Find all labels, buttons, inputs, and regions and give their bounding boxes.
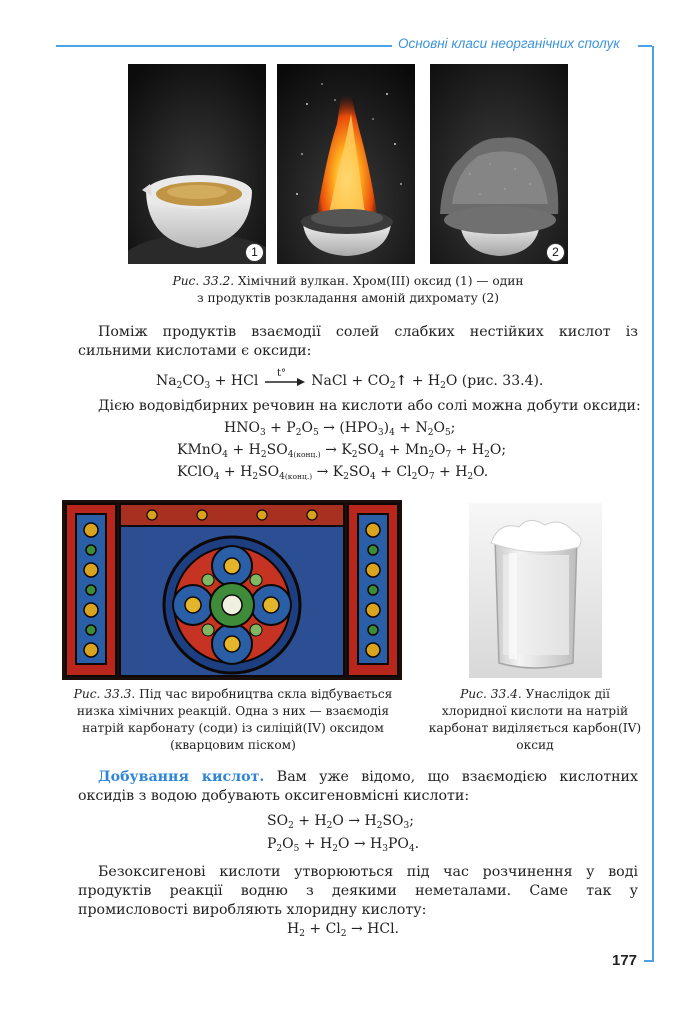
photo-chemical-volcano: [277, 64, 415, 264]
caption-text: Під час виробництва скла відбувається низка хімічних реакцій. Одна з них — взаємодія натрій карбонату (соди) із силіцій(IV) оксидом (кварцовим піском): [76, 687, 393, 752]
paragraph-dehydrating-agents: Дією водовідбирних речовин на кислоти або солі можна добути оксиди:: [98, 398, 641, 414]
running-header: Основні класи неорганічних сполук: [398, 36, 620, 51]
frame-corner-bottom: [644, 960, 654, 962]
equation-kmno4: KMnO$_4$ + $H_2SO_{4(конц.)} \to K_2SO_4 + Mn_2O_7 + H_2O$;: [177, 442, 507, 460]
equation-kclo4: KClO$_4$ + $H_2SO_{4(конц.)} \to K_2SO_4 + Cl_2O_7 + H_2O$.: [177, 464, 489, 482]
svg-text:t°: t°: [276, 368, 286, 379]
header-rule: [56, 45, 392, 47]
caption-text: Унаслідок дії хлоридної кислоти на натрій карбонат виділяється карбон(IV) оксид: [428, 687, 642, 752]
figure-33-3-caption: [56, 686, 410, 754]
page-number: 177: [612, 952, 638, 969]
equation-p2o5: $P_2O_5 + H_2O \to H_3PO_4$.: [267, 836, 420, 854]
caption-line-2: з продуктів розкладання амоній дихромату (2): [197, 291, 499, 305]
caption-line-1: [120, 273, 576, 290]
section-intro-text: Вам уже відомо, що взаємодією кислотних оксидів з водою добувають оксигеновмісні кислоти:: [78, 769, 639, 804]
photo-stained-glass: [62, 500, 402, 680]
caption-label: Рис. 33.2.: [172, 274, 235, 288]
figure-33-4-caption: [428, 686, 642, 754]
frame-corner-top: [638, 45, 652, 47]
equation-so2: $SO_2 + H_2O \to H_2SO_3$;: [267, 813, 414, 831]
photo-dish-powder: [128, 64, 266, 264]
paragraph-acids-intro: [78, 768, 638, 806]
figure-badge-1: 1: [245, 243, 264, 262]
photo-chromium-oxide: [430, 64, 568, 264]
caption-label: Рис. 33.4.: [460, 687, 522, 701]
caption-label: Рис. 33.3.: [73, 687, 136, 701]
figure-33-2-caption: [120, 273, 576, 307]
paragraph-oxides-from-salts: Поміж продуктів взаємодії солей слабких нестійких кислот із сильними кислотами є оксиди:: [78, 324, 638, 359]
section-heading: Добування кислот.: [98, 769, 265, 785]
photo-beaker-foam: [469, 503, 602, 678]
equation-na2co3: $Na_2CO_3$ + HCl t° NaCl + $CO_2↑ + H_2O$ (рис. 33.4).: [156, 368, 544, 391]
frame-right-rule: [652, 46, 654, 962]
figure-badge-2: 2: [546, 243, 565, 262]
caption-text: Хімічний вулкан. Хром(ІІІ) оксид (1) — один: [238, 274, 524, 288]
equation-hno3: $HNO_3 + P_2O_5 \to (HPO_3)_4 + N_2O_5$;: [224, 420, 456, 438]
equation-hcl: $H_2 + Cl_2$ → HCl.: [287, 921, 399, 939]
paragraph-oxygen-free-acids: Безоксигенові кислоти утворюються під час розчинення у воді продуктів реакції водню з деякими неметалами. Саме так у промисловості виробляють хлоридну кислоту:: [78, 864, 638, 918]
